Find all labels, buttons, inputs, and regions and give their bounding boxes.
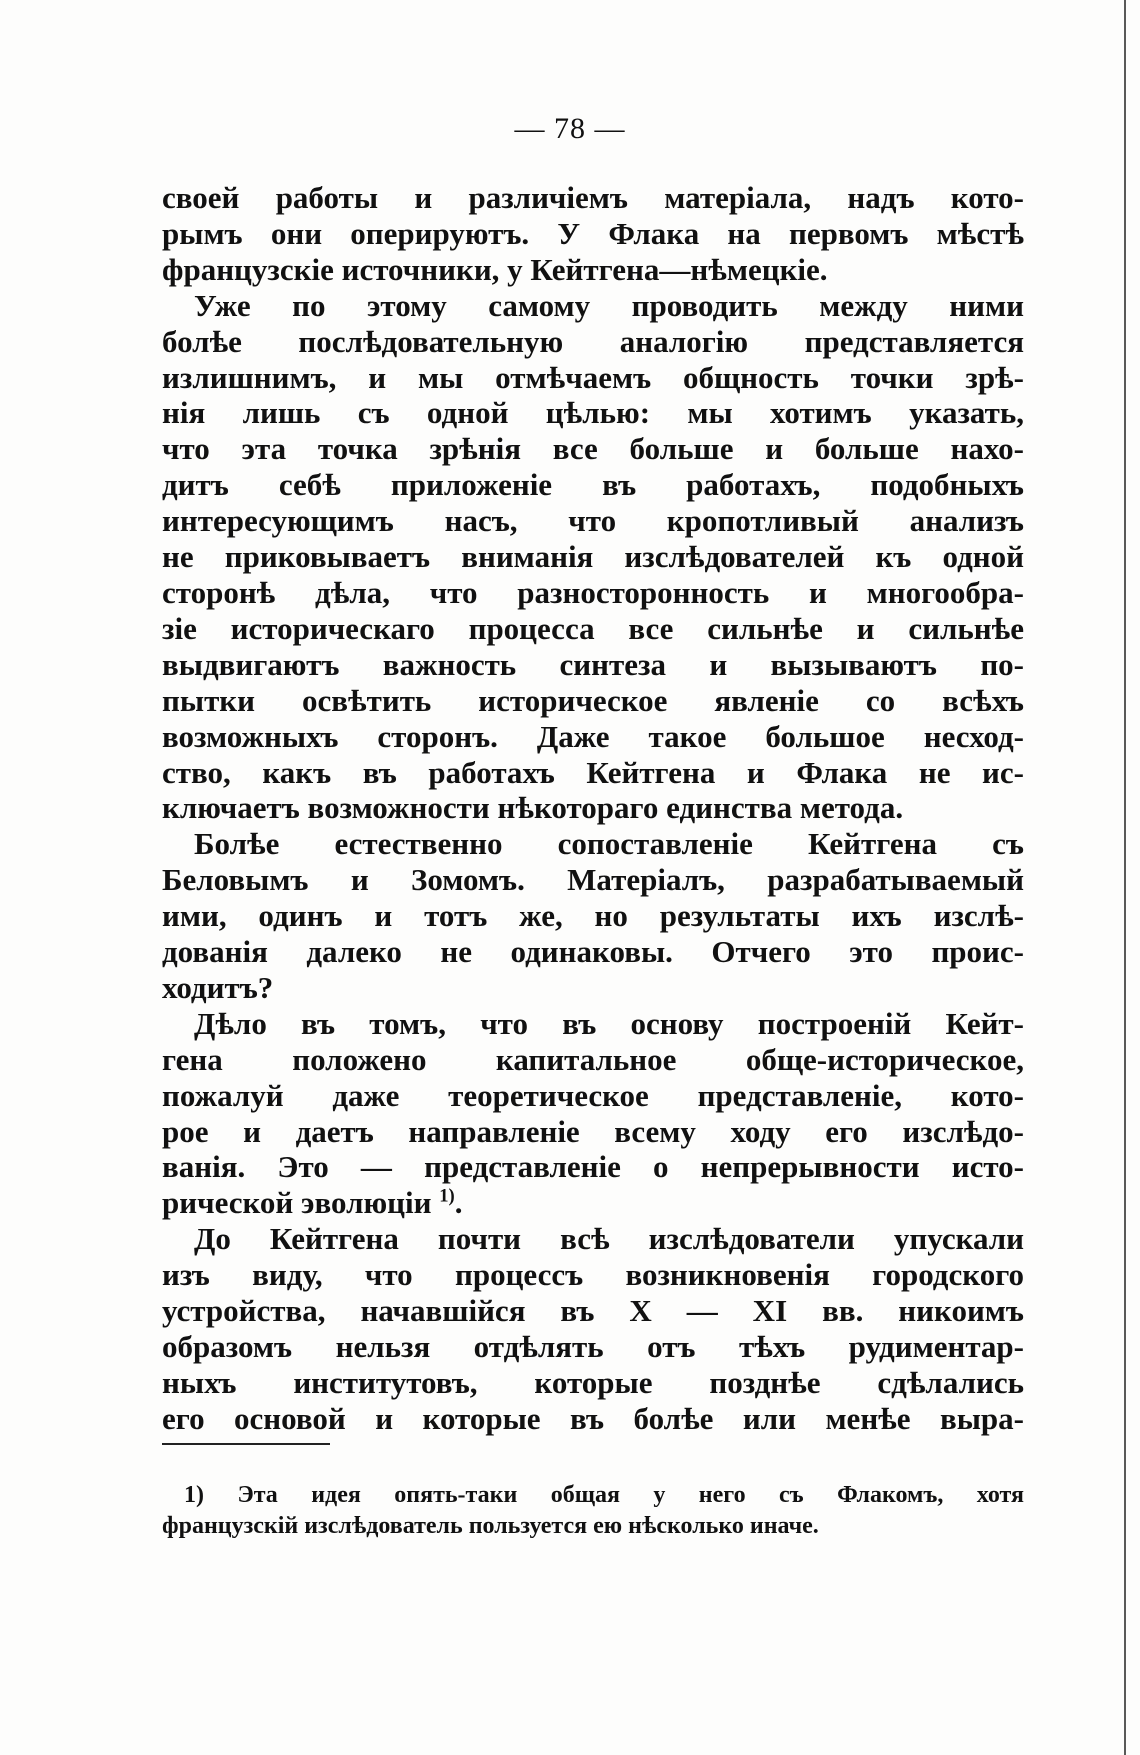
text-line: дованія далеко не одинаковы. Отчего это проис- bbox=[162, 934, 1024, 970]
text-line: гена положено капитальное обще-историческое, bbox=[162, 1041, 1024, 1077]
text-line: рической эволюціи $^{1)}$. bbox=[162, 1185, 463, 1221]
text-line: устройства, начавшійся въ X — XI вв. никоимъ bbox=[162, 1293, 1024, 1329]
text-line: возможныхъ сторонъ. Даже такое большое несход- bbox=[162, 718, 1024, 754]
text-line: излишнимъ, и мы отмѣчаемъ общность точки зрѣ- bbox=[162, 359, 1024, 395]
text-line: рое и даетъ направленіе всему ходу его изслѣдо- bbox=[162, 1113, 1024, 1149]
text-line: Болѣе естественно сопоставленіе Кейтгена съ bbox=[194, 826, 1024, 862]
page-number: — 78 — bbox=[514, 112, 626, 145]
footnote-text: Эта идея опять-таки общая у него съ Флакомъ, хотя bbox=[237, 1482, 1025, 1508]
body-text bbox=[162, 180, 1024, 1437]
text-line: его основой и которые въ болѣе или менѣе выра- bbox=[162, 1400, 1024, 1436]
text-line: французскіе источники, у Кейтгена—нѣмецкіе. bbox=[162, 251, 828, 287]
text-line: выдвигаютъ важность синтеза и вызываютъ по- bbox=[162, 646, 1024, 682]
footnotes bbox=[162, 1480, 1024, 1542]
text-line: ключаетъ возможности нѣкотораго единства метода. bbox=[162, 790, 904, 826]
text-line: образомъ нельзя отдѣлять отъ тѣхъ рудиментар- bbox=[162, 1329, 1024, 1364]
text-line: нія лишь съ одной цѣлью: мы хотимъ указать, bbox=[162, 395, 1024, 431]
text-line: ходитъ? bbox=[162, 969, 274, 1005]
text-line: своей работы и различіемъ матеріала, надъ кото- bbox=[162, 180, 1024, 215]
text-line: ныхъ институтовъ, которые позднѣе сдѣлались bbox=[162, 1364, 1024, 1400]
footnote-separator bbox=[162, 1443, 330, 1445]
text-line: До Кейтгена почти всѣ изслѣдователи упускали bbox=[194, 1221, 1024, 1257]
text-line: дитъ себѣ приложеніе въ работахъ, подобныхъ bbox=[162, 467, 1024, 503]
text-line: не приковываетъ вниманія изслѣдователей къ одной bbox=[162, 539, 1024, 575]
text-line: Беловымъ и Зомомъ. Матеріалъ, разрабатываемый bbox=[162, 862, 1024, 898]
text-line: зіе историческаго процесса все сильнѣе и сильнѣе bbox=[162, 610, 1024, 646]
text-line: Дѣло въ томъ, что въ основу построеній Кейт- bbox=[194, 1005, 1024, 1041]
text-line: изъ виду, что процессъ возникновенія городского bbox=[162, 1257, 1024, 1293]
page-edge-line bbox=[1124, 0, 1126, 1755]
text-line: ими, одинъ и тотъ же, но результаты ихъ изслѣ- bbox=[162, 898, 1024, 934]
text-line: ванія. Это — представленіе о непрерывности исто- bbox=[162, 1149, 1024, 1185]
footnote-marker: 1) bbox=[184, 1482, 204, 1508]
text-line: ство, какъ въ работахъ Кейтгена и Флака не ис- bbox=[162, 754, 1024, 790]
text-line: сторонѣ дѣла, что разносторонность и многообра- bbox=[162, 574, 1024, 610]
text-line: пожалуй даже теоретическое представленіе, кото- bbox=[162, 1077, 1024, 1113]
text-line: интересующимъ насъ, что кропотливый анализъ bbox=[162, 503, 1024, 539]
text-line: рымъ они оперируютъ. У Флака на первомъ мѣстѣ bbox=[162, 215, 1024, 251]
text-line: Уже по этому самому проводить между ними bbox=[194, 287, 1024, 323]
footnote-line: французскій изслѣдователь пользуется ею нѣсколько иначе. bbox=[162, 1513, 819, 1539]
text-line-content: рической эволюціи bbox=[162, 1185, 432, 1221]
text-line: болѣе послѣдовательную аналогію представляется bbox=[162, 323, 1024, 359]
footnote-reference[interactable]: 1) bbox=[439, 1186, 455, 1208]
text-line: что эта точка зрѣнія все больше и больше нахо- bbox=[162, 431, 1024, 467]
footnote-line bbox=[162, 1480, 1024, 1511]
text-line: пытки освѣтить историческое явленіе со всѣхъ bbox=[162, 682, 1024, 718]
